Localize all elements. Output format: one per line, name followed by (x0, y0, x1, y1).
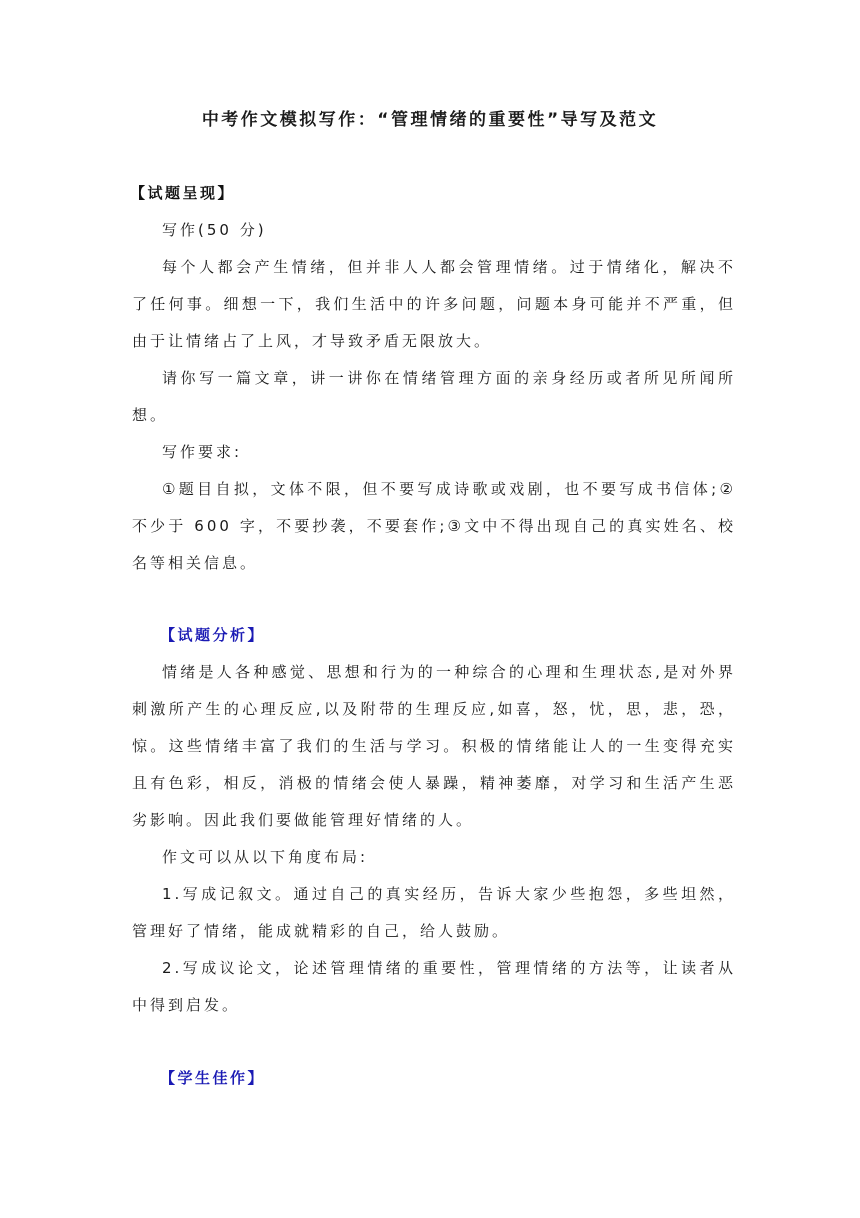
paragraph-requirements-label: 写作要求: (162, 443, 243, 461)
paragraph-score: 写作(50 分) (162, 221, 267, 239)
paragraph-analysis: 情绪是人各种感觉、思想和行为的一种综合的心理和生理状态,是对外界刺激所产生的心理反应,以及附带的生理反应,如喜，怒，忧，思，悲，恐，惊。这些情绪丰富了我们的生活与学习。积极的情绪能让人的一生变得充实且有色彩，相反，消极的情绪会使人暴躁，精神萎靡，对学习和生活产生恶劣影响。因此我们要做能管理好情绪的人。 (132, 663, 736, 829)
section-heading-presentation: 【试题呈现】 (130, 184, 236, 202)
paragraph-option-narrative: 1.写成记叙文。通过自己的真实经历，告诉大家少些抱怨，多些坦然，管理好了情绪，能成就精彩的自己，给人鼓励。 (132, 885, 736, 940)
section-heading-analysis: 【试题分析】 (160, 626, 266, 644)
paragraph-layout-intro: 作文可以从以下角度布局: (162, 848, 369, 866)
section-heading-works: 【学生佳作】 (160, 1069, 266, 1087)
paragraph-task: 请你写一篇文章，讲一讲你在情绪管理方面的亲身经历或者所见所闻所想。 (132, 369, 736, 424)
paragraph-requirements: ①题目自拟，文体不限，但不要写成诗歌或戏剧，也不要写成书信体;②不少于 600 字，不要抄袭，不要套作;③文中不得出现自己的真实姓名、校名等相关信息。 (132, 480, 736, 572)
document-title: 中考作文模拟写作：“管理情绪的重要性”导写及范文 (201, 110, 659, 130)
paragraph-option-argument: 2.写成议论文，论述管理情绪的重要性，管理情绪的方法等，让读者从中得到启发。 (132, 959, 736, 1014)
paragraph-prompt: 每个人都会产生情绪，但并非人人都会管理情绪。过于情绪化，解决不了任何事。细想一下，我们生活中的许多问题，问题本身可能并不严重，但由于让情绪占了上风，才导致矛盾无限放大。 (132, 258, 736, 350)
